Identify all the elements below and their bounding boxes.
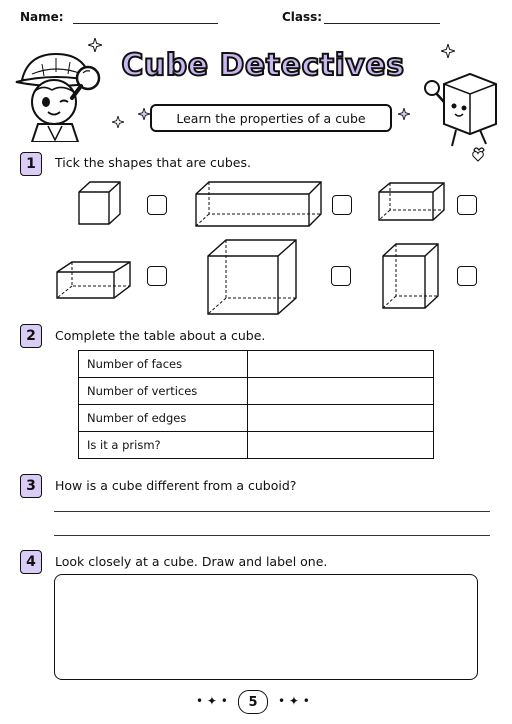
- sparkle-icon: [138, 108, 150, 120]
- answer-line[interactable]: [54, 511, 490, 512]
- footer-decoration-left: • ✦ •: [196, 694, 228, 708]
- properties-table: [78, 350, 434, 459]
- page-title: Cube Detectives: [121, 48, 405, 83]
- table-label: Number of vertices: [79, 378, 248, 405]
- table-row: [79, 351, 434, 378]
- question-text: How is a cube different from a cuboid?: [55, 478, 297, 493]
- drawing-box[interactable]: [54, 574, 478, 680]
- class-field[interactable]: [324, 23, 440, 24]
- table-answer-cell[interactable]: [248, 351, 434, 378]
- table-answer-cell[interactable]: [248, 405, 434, 432]
- footer-decoration-right: • ✦ •: [278, 694, 310, 708]
- table-answer-cell[interactable]: [248, 378, 434, 405]
- sparkle-icon: [441, 44, 455, 58]
- tick-box[interactable]: [147, 195, 167, 215]
- question-text: Complete the table about a cube.: [55, 328, 266, 343]
- cuboid-shape: [376, 180, 448, 224]
- table-answer-cell[interactable]: [248, 432, 434, 459]
- question-number: 3: [20, 474, 42, 498]
- tick-box[interactable]: [331, 266, 351, 286]
- answer-line[interactable]: [54, 535, 490, 536]
- sparkle-icon: [112, 116, 124, 128]
- question-number: 4: [20, 550, 42, 574]
- cube-mascot-icon: [422, 66, 508, 158]
- class-label: Class:: [282, 10, 323, 24]
- question-number: 2: [20, 324, 42, 348]
- tick-box[interactable]: [147, 266, 167, 286]
- sparkle-icon: [88, 38, 102, 52]
- question-text: Tick the shapes that are cubes.: [55, 155, 251, 170]
- table-label: Number of edges: [79, 405, 248, 432]
- sparkle-icon: [398, 108, 410, 120]
- cube-shape: [76, 178, 124, 230]
- table-row: [79, 432, 434, 459]
- question-number: 1: [20, 152, 42, 176]
- tick-box[interactable]: [332, 195, 352, 215]
- table-row: [79, 405, 434, 432]
- cube-shape: [204, 236, 300, 318]
- subtitle-banner: [150, 104, 392, 132]
- table-label: Number of faces: [79, 351, 248, 378]
- tick-box[interactable]: [457, 266, 477, 286]
- question-text: Look closely at a cube. Draw and label one.: [55, 554, 328, 569]
- name-field[interactable]: [73, 23, 218, 24]
- heart-icon: [472, 150, 484, 162]
- cuboid-shape: [54, 258, 134, 302]
- magnifier-icon: [66, 62, 110, 106]
- cube-shape: [380, 240, 442, 312]
- name-label: Name:: [20, 10, 64, 24]
- cuboid-shape: [193, 178, 325, 232]
- table-row: [79, 378, 434, 405]
- subtitle-text: Learn the properties of a cube: [176, 110, 366, 126]
- page-number: 5: [238, 690, 268, 714]
- tick-box[interactable]: [457, 195, 477, 215]
- table-label: Is it a prism?: [79, 432, 248, 459]
